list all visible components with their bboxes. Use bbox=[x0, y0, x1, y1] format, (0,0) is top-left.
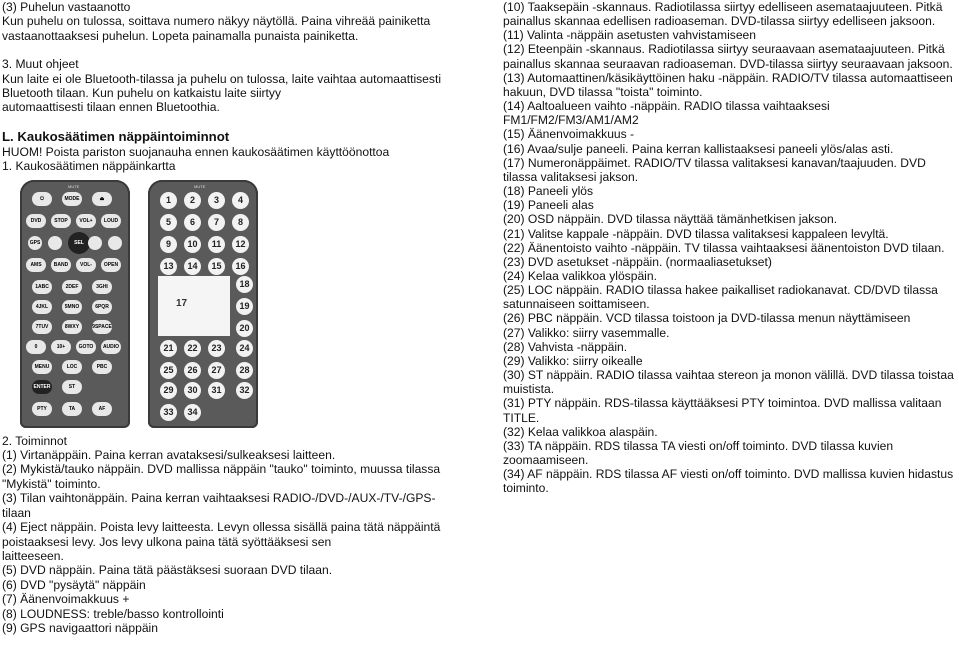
remote-button: STOP bbox=[51, 214, 71, 228]
paragraph: (2) Mykistä/tauko näppäin. DVD mallissa näppäin "tauko" toiminto, muussa tilassa bbox=[2, 462, 441, 477]
remote-button: ⏻ bbox=[32, 192, 52, 206]
remote-control-numbered bbox=[148, 180, 258, 428]
paragraph: HUOM! Poista pariston suojanauha ennen kaukosäätimen käyttöönottoa bbox=[2, 144, 390, 159]
remote-number-callout: 27 bbox=[208, 362, 225, 379]
remote-number-callout: 11 bbox=[208, 236, 225, 253]
function-line: (28) Vahvista -näppäin. bbox=[503, 339, 628, 354]
remote-number-callout: 10 bbox=[184, 236, 201, 253]
remote-number-callout: 18 bbox=[236, 276, 253, 293]
remote-number-callout: 5 bbox=[160, 214, 177, 231]
remote-number-callout: 16 bbox=[232, 258, 249, 275]
function-line: (20) OSD näppäin. DVD tilassa näyttää tämänhetkisen jakson. bbox=[503, 212, 838, 227]
paragraph: vastaanottaaksesi puhelun. Lopeta painamalla punaista painiketta. bbox=[2, 28, 359, 43]
remote-number-callout: 33 bbox=[160, 404, 177, 421]
remote-button: 6PQR bbox=[92, 300, 112, 314]
function-line: (24) Kelaa valikkoa ylöspäin. bbox=[503, 268, 657, 283]
remote-number-callout: 28 bbox=[236, 362, 253, 379]
remote-number-callout: 17 bbox=[176, 297, 188, 309]
function-line: (14) Aaltoalueen vaihto -näppäin. RADIO tilassa vaihtaaksesi bbox=[503, 99, 830, 114]
function-line: (21) Valitse kappale -näppäin. DVD tilassa valitaksesi kappaleen levyltä. bbox=[503, 226, 889, 241]
paragraph: Kun laite ei ole Bluetooth-tilassa ja puhelu on tulossa, laite vaihtaa automaattisesti bbox=[2, 71, 442, 86]
remote-button: 2DEF bbox=[62, 280, 82, 294]
remote-number-callout: 29 bbox=[160, 382, 177, 399]
remote-button: PTY bbox=[32, 402, 52, 416]
paragraph: (8) LOUDNESS: treble/basso kontrollointi bbox=[2, 606, 224, 621]
function-line: satunnaiseen soittamiseen. bbox=[503, 297, 650, 312]
function-line: (30) ST näppäin. RADIO tilassa vaihtaa stereon ja monon välillä. DVD tilassa toistaa bbox=[503, 368, 954, 383]
paragraph: (3) Tilan vaihtonäppäin. Paina kerran vaihtaaksesi RADIO-/DVD-/AUX-/TV-/GPS- bbox=[2, 491, 436, 506]
function-line: (29) Valikko: siirry oikealle bbox=[503, 353, 643, 368]
function-line: (33) TA näppäin. RDS tilassa TA viesti on/off toiminto. DVD tilassa kuvien bbox=[503, 438, 894, 453]
paragraph: (3) Puhelun vastaanotto bbox=[2, 0, 131, 14]
remote-button: AF bbox=[92, 402, 112, 416]
remote-number-callout: 7 bbox=[208, 214, 225, 231]
function-line: FM1/FM2/FM3/AM1/AM2 bbox=[503, 113, 639, 128]
remote-button: MODE bbox=[62, 192, 82, 206]
remote-button: DVD bbox=[26, 214, 46, 228]
remote-number-callout: 22 bbox=[184, 340, 201, 357]
paragraph: (1) Virtanäppäin. Paina kerran avataksesi/sulkeaksesi laitteen. bbox=[2, 448, 336, 463]
function-line: (22) Äänentoisto vaihto -näppäin. TV tilassa vaihtaaksesi äänentoiston DVD tilaan. bbox=[503, 240, 945, 255]
remote-callout-area bbox=[158, 276, 230, 336]
remote-button bbox=[48, 236, 62, 250]
function-line: (12) Eteenpäin -skannaus. Radiotilassa siirtyy seuraavaan asemataajuuteen. Pitkä bbox=[503, 42, 945, 57]
function-line: painallus skannaa edellisen radioaseman. DVD-tilassa siirtyy edelliseen jaksoon. bbox=[503, 14, 936, 29]
paragraph: (5) DVD näppäin. Paina tätä päästäksesi suoraan DVD tilaan. bbox=[2, 563, 333, 578]
function-line: tilassa valitaksesi jakson. bbox=[503, 169, 639, 184]
right-column bbox=[503, 0, 958, 495]
remote-button: 10+ bbox=[51, 340, 71, 354]
left-column bbox=[2, 0, 472, 635]
remote-button: GPS bbox=[28, 236, 42, 250]
function-line: toiminto. bbox=[503, 481, 549, 496]
remote-button: 7TUV bbox=[32, 320, 52, 334]
paragraph: Kun puhelu on tulossa, soittava numero näkyy näytöllä. Paina vihreää painiketta bbox=[2, 14, 431, 29]
paragraph: tilaan bbox=[2, 505, 31, 520]
remote-button: 1ABC bbox=[32, 280, 52, 294]
paragraph: (6) DVD "pysäytä" näppäin bbox=[2, 577, 146, 592]
remote-button: AMS bbox=[26, 258, 46, 272]
remote-number-callout: 2 bbox=[184, 192, 201, 209]
remote-number-callout: 13 bbox=[160, 258, 177, 275]
remote-number-callout: 30 bbox=[184, 382, 201, 399]
function-line: TITLE. bbox=[503, 410, 540, 425]
remote-button: GOTO bbox=[76, 340, 96, 354]
remote-number-callout: 31 bbox=[208, 382, 225, 399]
remote-button: ENTER bbox=[32, 380, 52, 394]
remote-number-callout: 19 bbox=[236, 298, 253, 315]
function-line: (11) Valinta -näppäin asetusten vahvistamiseen bbox=[503, 28, 756, 43]
paragraph: (7) Äänenvoimakkuus + bbox=[2, 592, 130, 607]
remote-button: PBC bbox=[92, 360, 112, 374]
remote-button: VOL- bbox=[76, 258, 96, 272]
paragraph: (4) Eject näppäin. Poista levy laitteesta. Levyn ollessa sisällä paina tätä näppäintä bbox=[2, 520, 441, 535]
function-line: (17) Numeronäppäimet. RADIO/TV tilassa valitaksesi kanavan/taajuuden. DVD bbox=[503, 155, 926, 170]
remote-button: 3GHI bbox=[92, 280, 112, 294]
remote-button: 4JKL bbox=[32, 300, 52, 314]
function-line: (34) AF näppäin. RDS tilassa AF viesti on/off toiminto. DVD mallissa kuvien hidastus bbox=[503, 467, 954, 482]
paragraph: poistaaksesi levy. Jos levy ulkona paina tätä syöttääksesi sen bbox=[2, 534, 332, 549]
function-line: (31) PTY näppäin. RDS-tilassa käyttääksesi PTY toimintoa. DVD mallissa valitaan bbox=[503, 396, 942, 411]
remote-number-callout: 24 bbox=[236, 340, 253, 357]
remote-button: LOC bbox=[62, 360, 82, 374]
paragraph: laitteeseen. bbox=[2, 548, 64, 563]
remote-number-callout: 23 bbox=[208, 340, 225, 357]
remote-button: 5MNO bbox=[62, 300, 82, 314]
remote-number-callout: 3 bbox=[208, 192, 225, 209]
function-line: (27) Valikko: siirry vasemmalle. bbox=[503, 325, 670, 340]
remote-control-figure bbox=[20, 180, 270, 430]
function-line: (25) LOC näppäin. RADIO tilassa hakee paikalliset radiokanavat. CD/DVD tilassa bbox=[503, 283, 938, 298]
remote-number-callout: 12 bbox=[232, 236, 249, 253]
remote-button: LOUD bbox=[101, 214, 121, 228]
function-line: hakuun, DVD tilassa "toista" toiminto. bbox=[503, 84, 703, 99]
function-line: (15) Äänenvoimakkuus - bbox=[503, 127, 635, 142]
remote-button: 8WXY bbox=[62, 320, 82, 334]
remote-number-callout: 20 bbox=[236, 320, 253, 337]
remote-number-callout: 14 bbox=[184, 258, 201, 275]
remote-number-callout: 25 bbox=[160, 362, 177, 379]
remote-number-callout: 1 bbox=[160, 192, 177, 209]
function-line: (16) Avaa/sulje paneeli. Paina kerran kallistaaksesi paneeli ylös/alas asti. bbox=[503, 141, 894, 156]
function-line: (26) PBC näppäin. VCD tilassa toistoon ja DVD-tilassa menun näyttämiseen bbox=[503, 311, 911, 326]
remote-button: SEL bbox=[68, 232, 90, 254]
remote-number-callout: 9 bbox=[160, 236, 177, 253]
function-line: zoomaamiseen. bbox=[503, 453, 589, 467]
function-line: (10) Taaksepäin -skannaus. Radiotilassa siirtyy edelliseen asemataajuuteen. Pitkä bbox=[503, 0, 943, 14]
remote-number-callout: 26 bbox=[184, 362, 201, 379]
function-line: (18) Paneeli ylös bbox=[503, 184, 594, 199]
remote-button: BAND bbox=[51, 258, 71, 272]
remote-number-callout: 21 bbox=[160, 340, 177, 357]
remote-number-callout: 8 bbox=[232, 214, 249, 231]
paragraph: 2. Toiminnot bbox=[2, 433, 67, 448]
remote-label: MUTE bbox=[194, 183, 206, 189]
remote-number-callout: 34 bbox=[184, 404, 201, 421]
function-line: (32) Kelaa valikkoa alaspäin. bbox=[503, 424, 658, 439]
remote-number-callout: 15 bbox=[208, 258, 225, 275]
paragraph: "Mykistä" toiminto. bbox=[2, 476, 101, 491]
remote-label: MUTE bbox=[68, 183, 80, 189]
remote-button bbox=[88, 236, 102, 250]
function-line: (13) Automaattinen/käsikäyttöinen haku -näppäin. RADIO/TV tilassa automaattiseen bbox=[503, 70, 953, 85]
remote-button: 9SPACE bbox=[92, 320, 112, 334]
remote-number-callout: 4 bbox=[232, 192, 249, 209]
remote-button bbox=[108, 236, 122, 250]
paragraph: Bluetooth tilaan. Kun puhelu on katkaistu laite siirtyy bbox=[2, 86, 281, 101]
remote-control-labeled bbox=[20, 180, 130, 428]
section-heading: L. Kaukosäätimen näppäintoiminnot bbox=[2, 128, 230, 144]
paragraph: 1. Kaukosäätimen näppäinkartta bbox=[2, 159, 176, 174]
function-line: (23) DVD asetukset -näppäin. (normaaliasetukset) bbox=[503, 254, 772, 269]
function-line: painallus skannaa seuraavan radioaseman. DVD-tilassa siirtyy seuraavaan jaksoon. bbox=[503, 56, 953, 71]
paragraph: automaattisesti tilaan ennen Bluetoothia. bbox=[2, 100, 220, 115]
paragraph: (9) GPS navigaattori näppäin bbox=[2, 620, 158, 635]
remote-button: TA bbox=[62, 402, 82, 416]
remote-number-callout: 6 bbox=[184, 214, 201, 231]
remote-number-callout: 32 bbox=[236, 382, 253, 399]
remote-button: ST bbox=[62, 380, 82, 394]
remote-button: AUDIO bbox=[101, 340, 121, 354]
function-line: muistista. bbox=[503, 382, 555, 397]
remote-button: OPEN bbox=[101, 258, 121, 272]
remote-button: MENU bbox=[32, 360, 52, 374]
paragraph: 3. Muut ohjeet bbox=[2, 57, 79, 72]
function-line: (19) Paneeli alas bbox=[503, 198, 594, 213]
remote-button: VOL+ bbox=[76, 214, 96, 228]
remote-button: ⏏ bbox=[92, 192, 112, 206]
remote-button: 0 bbox=[26, 340, 46, 354]
